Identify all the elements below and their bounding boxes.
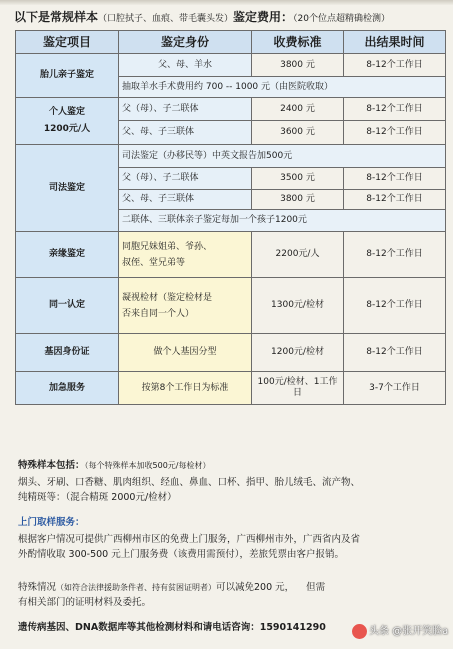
heading-sample-types: （口腔拭子、血痕、带毛囊头发） [98,14,234,24]
fee-cell: 2200元/人 [252,232,344,278]
heading-prefix: 以下是常规样本 [14,10,99,24]
item-kinship: 亲缘鉴定 [16,232,119,278]
time-cell: 8-12个工作日 [344,121,446,145]
price-list-heading [14,8,446,28]
fee-cell: 2400 元 [252,98,344,121]
table-row [16,145,446,168]
time-cell: 8-12个工作日 [344,334,446,372]
item-urgent: 加急服务 [16,372,119,405]
door-service-title: 上门取样服务： [18,517,85,528]
kinship-identity-line1: 同胞兄妹姐弟、爷孙、 [122,241,213,252]
table-row [16,334,446,372]
special-case-conditions: （如符合法律援助条件者、持有贫困证明者） [56,583,217,592]
watermark-text: 头条 @张开笑脸a [369,626,449,637]
time-cell: 8-12个工作日 [344,232,446,278]
column-header: 出结果时间 [344,31,446,54]
special-samples-section [18,458,360,505]
special-samples-title-line [18,458,360,473]
table-row [16,372,446,405]
special-case-section [18,580,325,610]
identity-cell [119,232,252,278]
identity-check-line2: 否来自同一个人） [122,308,195,319]
top-cropped-strip [0,0,453,5]
mixed-semen-price: （混合精斑 2000元/检材） [65,492,177,503]
special-samples-surcharge: （每个特殊样本加收500元/每检材） [84,461,211,470]
fee-table [15,30,446,405]
column-header: 鉴定身份 [119,31,252,54]
identity-cell: 父、母、羊水 [119,54,252,77]
table-row [16,98,446,121]
fee-cell: 3500 元 [252,168,344,190]
table-row [16,278,446,334]
column-header: 鉴定项目 [16,31,119,54]
item-personal-title: 个人鉴定 [48,107,85,117]
item-personal [16,98,119,145]
fee-cell: 1300元/检材 [252,278,344,334]
door-service-line1: 根据客户情况可提供广西柳州市区的免费上门服务，广西柳州市外，广西省内及省 [18,534,361,545]
special-samples-list: 烟头、牙刷、口香糖、肌肉组织、经血、鼻血、口杯、指甲、胎儿绒毛、流产物、 [18,477,361,488]
fee-cell: 1200元/检材 [252,334,344,372]
identity-check-line1: 凝视检材（鉴定检材是 [122,292,213,303]
fee-cell: 3600 元 [252,121,344,145]
identity-cell: 父、母、子三联体 [119,121,252,145]
kinship-identity-line2: 叔侄、堂兄弟等 [122,257,186,268]
item-gene-id: 基因身份证 [16,334,119,372]
item-personal-price: 1200元/人 [43,124,91,134]
column-header: 收费标准 [252,31,344,54]
judicial-extra-child-note: 二联体、三联体亲子鉴定每加一个孩子1200元 [119,210,446,232]
door-service-section [18,515,360,562]
time-cell: 8-12个工作日 [344,98,446,121]
special-case-but: 但需 [306,582,326,593]
watermark-logo-icon [352,624,367,639]
item-prenatal: 胎儿亲子鉴定 [16,54,119,98]
special-case-line2: 有相关部门的证明材料及委托。 [18,597,152,608]
time-cell: 8-12个工作日 [344,190,446,210]
special-samples-title: 特殊样本包括： [18,460,85,471]
identity-cell: 父（母）、子二联体 [119,98,252,121]
time-cell: 8-12个工作日 [344,278,446,334]
identity-cell: 父、母、子三联体 [119,190,252,210]
fee-cell: 3800 元 [252,54,344,77]
judicial-immigration-note: 司法鉴定（办移民等）中英文报告加500元 [119,145,446,168]
heading-fee-label: 鉴定费用： [233,10,294,24]
identity-cell: 做个人基因分型 [119,334,252,372]
heading-detection: （20个位点超精确检测） [293,14,390,24]
time-cell: 8-12个工作日 [344,168,446,190]
time-cell: 3-7个工作日 [344,372,446,405]
table-row [16,54,446,77]
identity-cell [119,278,252,334]
time-cell: 8-12个工作日 [344,54,446,77]
special-case-label: 特殊情况 [18,582,57,593]
prenatal-surgery-note: 抽取羊水手术费用约 700 -- 1000 元（由医院收取） [119,77,446,98]
table-header-row [16,31,446,54]
footer-text: 遗传病基因、DNA数据库等其他检测材料和请电话咨询： [18,622,260,633]
door-service-line2: 外酌情收取 300-500 元上门服务费（该费用需预付），差旅凭票由客户报销。 [18,549,344,560]
identity-cell: 父（母）、子二联体 [119,168,252,190]
phone-number: 1590141290 [259,622,326,633]
special-case-line1 [18,580,325,595]
special-samples-list-cont [18,490,360,505]
special-case-reduction: 可以减免200 元， [216,582,295,593]
identity-cell: 按第8个工作日为标准 [119,372,252,405]
item-identity-check: 同一认定 [16,278,119,334]
table-row [16,232,446,278]
watermark [352,622,448,639]
item-judicial: 司法鉴定 [16,145,119,232]
fee-cell: 3800 元 [252,190,344,210]
semen-stain-label: 纯精斑等： [18,492,66,503]
footer-contact [18,620,326,635]
fee-cell: 100元/检材、1工作日 [252,372,344,405]
